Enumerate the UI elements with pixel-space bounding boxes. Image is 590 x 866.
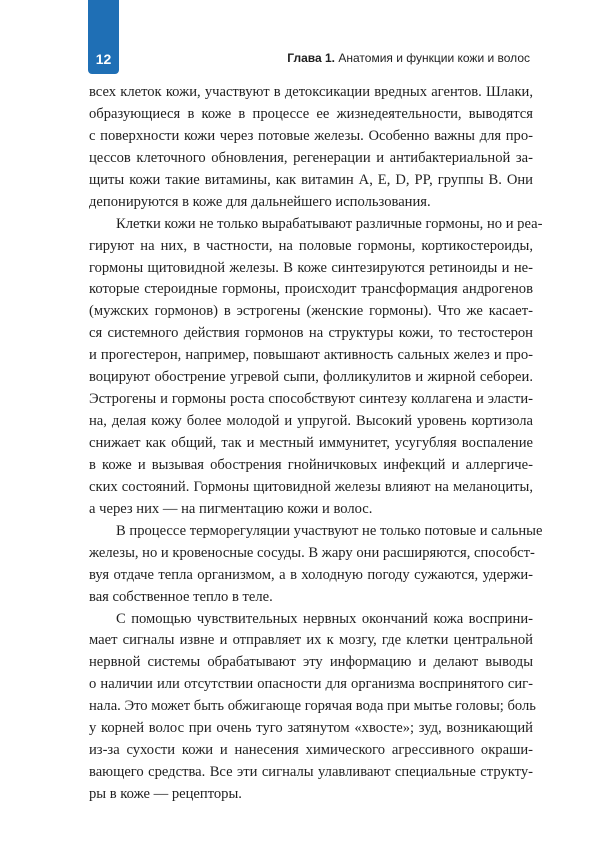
- page-number: 12: [95, 51, 112, 67]
- text-line: снижает как общий, так и местный иммунитет, усугубляя воспаление: [89, 435, 533, 451]
- text-line: В процессе терморегуляции участвуют не только потовые и сальные: [116, 522, 543, 539]
- text-line: щиты кожи такие витамины, как витамин А, Е, D, PP, группы В. Они: [89, 171, 533, 188]
- text-line: депонируются в коже для дальнейшего использования.: [89, 193, 431, 210]
- page-number-tab: [88, 0, 119, 74]
- text-line: гируют на них, в частности, на половые гормоны, кортикостероиды,: [89, 237, 533, 254]
- text-line: С помощью чувствительных нервных окончаний кожа восприни-: [116, 610, 533, 627]
- text-line: и прогестерон, например, повышают активность сальных желез и про-: [89, 347, 533, 364]
- body-text: [89, 82, 543, 806]
- text-line: вая собственное тепло в теле.: [89, 588, 273, 605]
- text-line: железы, но и кровеносные сосуды. В жару они расширяются, способст-: [89, 544, 535, 561]
- running-header: [287, 51, 530, 65]
- paragraph: [89, 609, 536, 806]
- text-line: цессов клеточного обновления, регенерации и антибактериальной за-: [89, 149, 533, 166]
- text-line: всех клеток кожи, участвуют в детоксикации вредных агентов. Шлаки,: [89, 84, 533, 100]
- chapter-title: Анатомия и функции кожи и волос: [338, 51, 530, 65]
- text-line: вающего средства. Все эти сигналы улавливают специальные структу-: [89, 764, 533, 781]
- text-line: ры в коже — рецепторы.: [89, 786, 242, 802]
- text-line: Клетки кожи не только вырабатывают различные гормоны, но и реа-: [116, 215, 543, 232]
- text-line: у корней волос при очень туго затянутом «хвосте»; зуд, возникающий: [89, 720, 533, 737]
- text-line: из-за сухости кожи и нанесения химического агрессивного окраши-: [89, 742, 533, 759]
- text-line: воцируют обострение угревой сыпи, фолликулитов и жирной себореи.: [89, 369, 533, 386]
- text-line: на, делая кожу более молодой и упругой. Высокий уровень кортизола: [89, 413, 533, 430]
- text-line: с поверхности кожи через потовые железы. Особенно важны для про-: [89, 127, 533, 144]
- text-line: (мужских гормонов) в эстрогены (женские гормоны). Что же касает-: [89, 303, 533, 320]
- text-line: образующиеся в коже в процессе ее жизнедеятельности, выводятся: [89, 105, 533, 122]
- chapter-label: Глава 1.: [287, 51, 336, 65]
- paragraph: [89, 214, 543, 521]
- text-line: в коже и вызывая обострения гнойничковых инфекций и аллергиче-: [89, 456, 533, 473]
- text-line: вуя отдаче тепла организмом, а в холодную погоду сужаются, удержи-: [89, 566, 533, 583]
- text-line: мает сигналы извне и отправляет их к мозгу, где клетки центральной: [89, 632, 533, 649]
- text-line: нервной системы обрабатывают эту информацию и делают выводы: [89, 654, 533, 671]
- text-line: а через них — на пигментацию кожи и волос.: [89, 500, 373, 517]
- paragraph: [89, 82, 533, 214]
- text-line: которые стероидные гормоны, происходит трансформация андрогенов: [89, 281, 533, 298]
- text-line: гормоны щитовидной железы. В коже синтезируются ретиноиды и не-: [89, 259, 533, 276]
- text-line: нала. Это может быть обжигающе горячая вода при мытье головы; боль: [89, 698, 536, 715]
- text-line: ся системного действия гормонов на структуры кожи, то тестостерон: [89, 325, 533, 342]
- paragraph: [89, 521, 543, 609]
- text-line: Эстрогены и гормоны роста способствуют синтезу коллагена и эласти-: [89, 391, 533, 408]
- text-line: о наличии или отсутствии опасности для организма воспринятого сиг-: [89, 676, 533, 693]
- text-line: ских состояний. Гормоны щитовидной железы влияют на меланоциты,: [89, 478, 533, 495]
